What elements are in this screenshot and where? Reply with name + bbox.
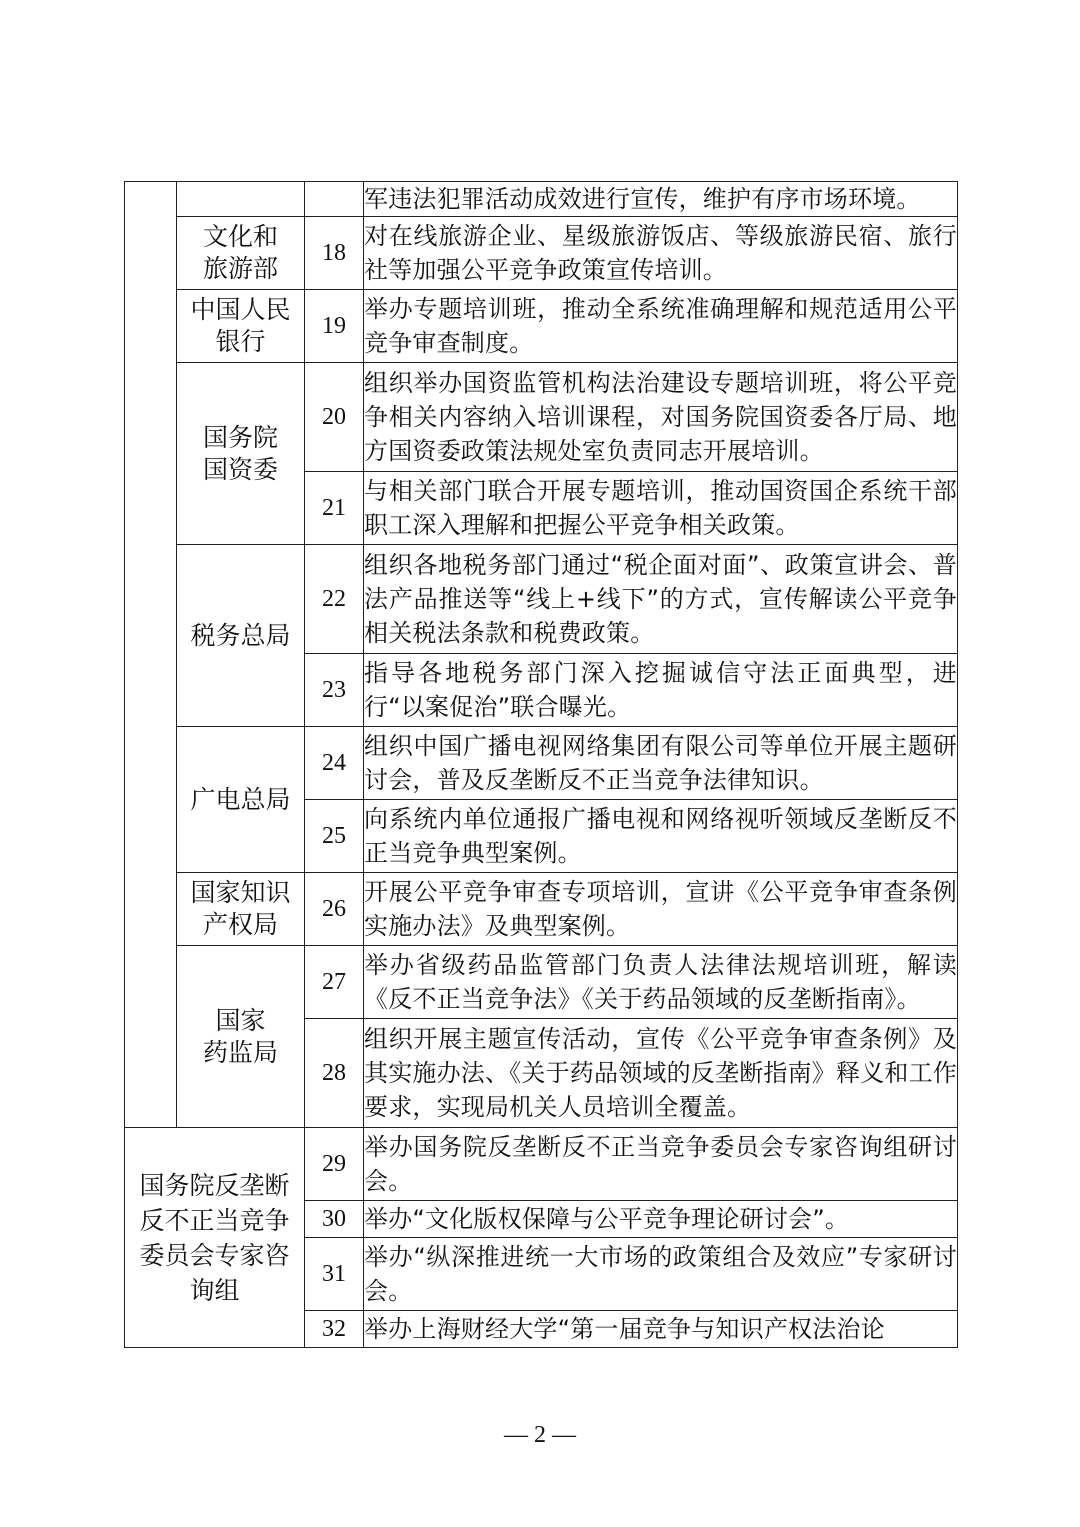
dept-cell: [177, 873, 305, 946]
measure-description: 举办“纵深推进统一大市场的政策组合及效应”专家研讨会。: [364, 1238, 958, 1311]
item-number: 32: [305, 1311, 364, 1348]
table-row: [125, 873, 958, 946]
dept-cell: [177, 545, 305, 727]
measure-description: 与相关部门联合开展专题培训，推动国资国企系统干部职工深入理解和把握公平竞争相关政策。: [364, 472, 958, 545]
item-number: 19: [305, 290, 364, 363]
item-number: 23: [305, 654, 364, 727]
dept-line: 产权局: [202, 910, 278, 939]
dept-cell-continued: [177, 182, 305, 217]
dept-cell: [177, 290, 305, 363]
item-number: 26: [305, 873, 364, 946]
measure-description: 举办国务院反垄断反不正当竞争委员会专家咨询组研讨会。: [364, 1128, 958, 1201]
group-line: 委员会专家咨: [139, 1240, 290, 1270]
measure-description: 组织开展主题宣传活动，宣传《公平竞争审查条例》及其实施办法、《关于药品领域的反垄断指南》释义和工作要求，实现局机关人员培训全覆盖。: [364, 1019, 958, 1128]
group-line: 反不正当竞争: [139, 1205, 290, 1235]
dept-line: 税务总局: [190, 620, 291, 650]
dept-line: 国家知识: [190, 878, 291, 907]
measure-description: 对在线旅游企业、星级旅游饭店、等级旅游民宿、旅行社等加强公平竞争政策宣传培训。: [364, 217, 958, 290]
page-number: — 2 —: [504, 1422, 576, 1448]
measure-description: 开展公平竞争审查专项培训，宣讲《公平竞争审查条例实施办法》及典型案例。: [364, 873, 958, 946]
dept-line: 国务院: [202, 422, 278, 452]
measure-description: 军违法犯罪活动成效进行宣传，维护有序市场环境。: [364, 182, 958, 217]
dept-line: 文化和: [202, 222, 278, 251]
group-line: 国务院反垄断: [139, 1170, 290, 1200]
dept-cell: [177, 363, 305, 545]
measure-description: 组织举办国资监管机构法治建设专题培训班，将公平竞争相关内容纳入培训课程，对国务院国资委各厅局、地方国资委政策法规处室负责同志开展培训。: [364, 363, 958, 472]
measure-description: 举办省级药品监管部门负责人法律法规培训班，解读《反不正当竞争法》《关于药品领域的反垄断指南》。: [364, 946, 958, 1019]
measure-description: 举办上海财经大学“第一届竞争与知识产权法治论: [364, 1311, 958, 1348]
dept-cell: [177, 946, 305, 1128]
dept-line: 广电总局: [190, 784, 291, 814]
table-row: [125, 217, 958, 290]
dept-line: 银行: [215, 327, 266, 356]
group-line: 询组: [189, 1275, 240, 1305]
table-row: [125, 182, 958, 217]
table-row: [125, 545, 958, 654]
group-cell: [125, 1128, 305, 1348]
item-number: 20: [305, 363, 364, 472]
measure-description: 指导各地税务部门深入挖掘诚信守法正面典型，进行“以案促治”联合曝光。: [364, 654, 958, 727]
table-row: [125, 290, 958, 363]
dept-line: 国家: [215, 1005, 266, 1035]
measure-description: 组织中国广播电视网络集团有限公司等单位开展主题研讨会，普及反垄断反不正当竞争法律知识。: [364, 727, 958, 800]
measure-description: 向系统内单位通报广播电视和网络视听领域反垄断反不正当竞争典型案例。: [364, 800, 958, 873]
item-number: 25: [305, 800, 364, 873]
item-number: 28: [305, 1019, 364, 1128]
item-number: 22: [305, 545, 364, 654]
group-column-continued: [125, 182, 177, 1128]
measure-description: 举办“文化版权保障与公平竞争理论研讨会”。: [364, 1201, 958, 1238]
dept-cell: [177, 217, 305, 290]
item-number: 31: [305, 1238, 364, 1311]
item-number: 29: [305, 1128, 364, 1201]
measures-table: [124, 181, 958, 1348]
measure-description: 组织各地税务部门通过“税企面对面”、政策宣讲会、普法产品推送等“线上+线下”的方式，宣传解读公平竞争相关税法条款和税费政策。: [364, 545, 958, 654]
item-number: 30: [305, 1201, 364, 1238]
table-row: [125, 363, 958, 472]
item-number: 18: [305, 217, 364, 290]
dept-line: 中国人民: [190, 295, 291, 324]
dept-line: 国资委: [202, 454, 278, 484]
table-row: [125, 946, 958, 1019]
dept-line: 药监局: [202, 1037, 278, 1067]
item-number: 21: [305, 472, 364, 545]
measure-description: 举办专题培训班，推动全系统准确理解和规范适用公平竞争审查制度。: [364, 290, 958, 363]
dept-line: 旅游部: [202, 254, 278, 283]
table-row: [125, 1128, 958, 1201]
dept-cell: [177, 727, 305, 873]
item-number: 27: [305, 946, 364, 1019]
number-cell-continued: [305, 182, 364, 217]
table-row: [125, 727, 958, 800]
item-number: 24: [305, 727, 364, 800]
